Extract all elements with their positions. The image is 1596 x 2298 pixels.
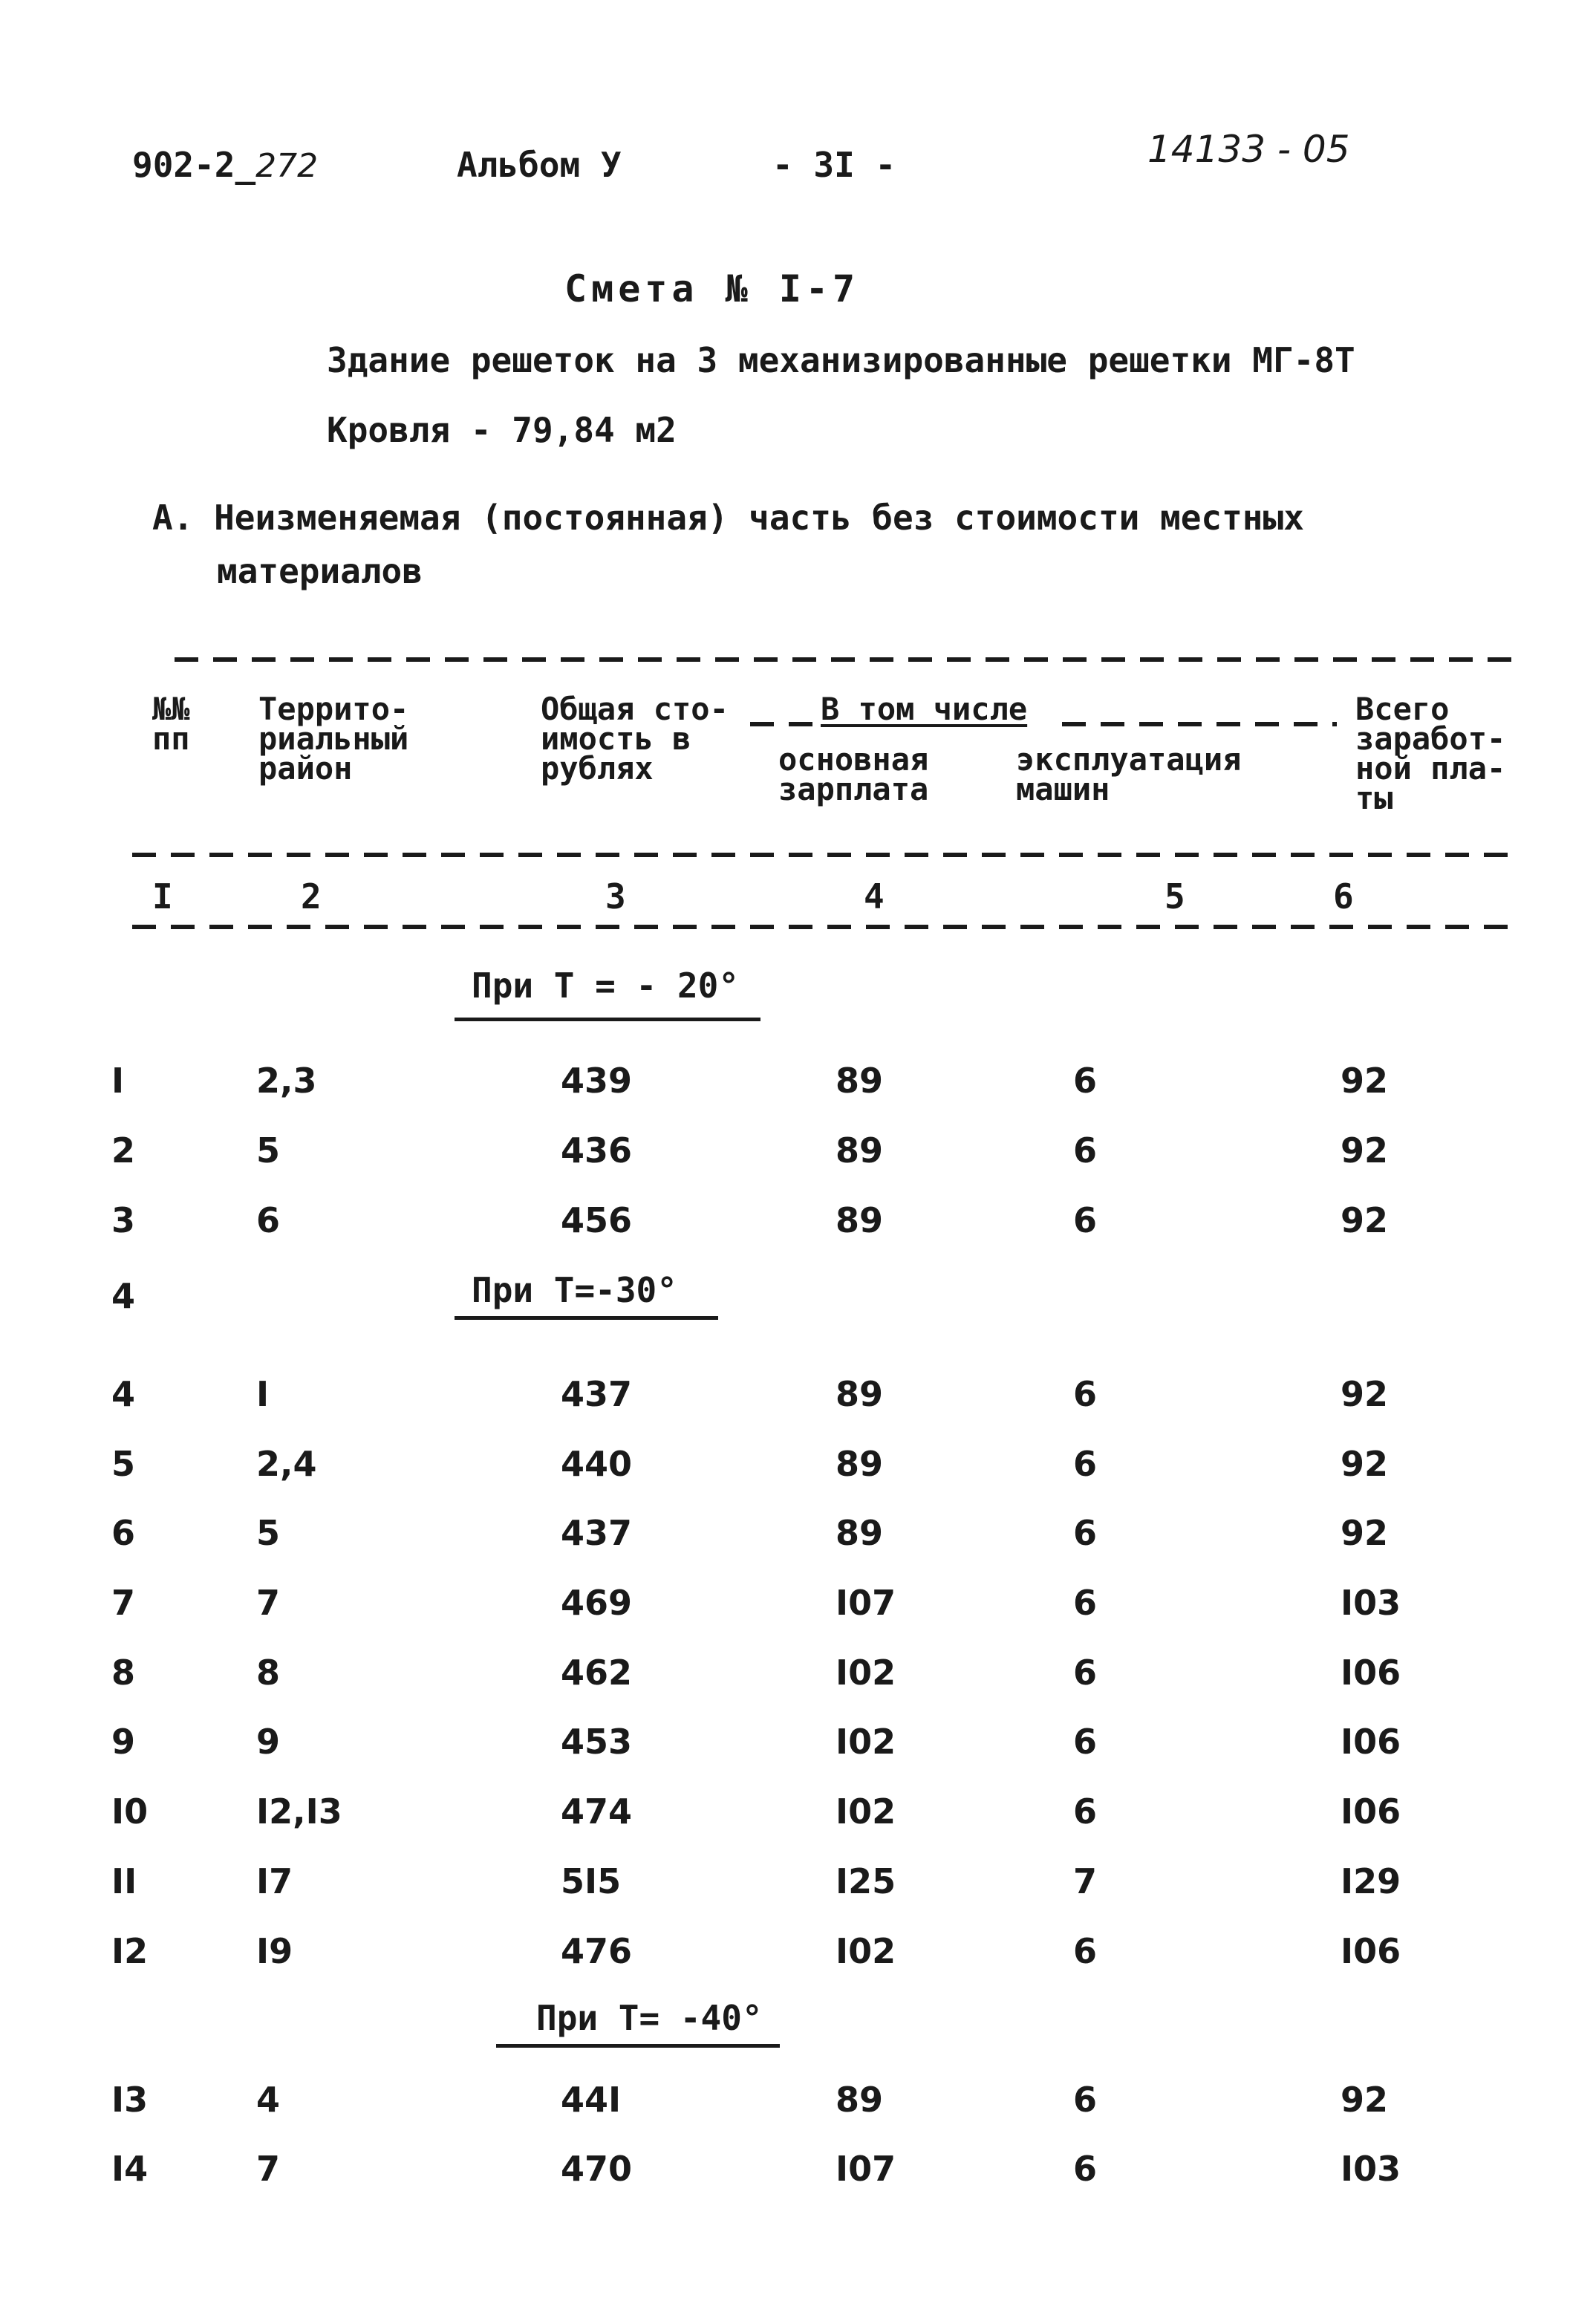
row-base-salary: I02	[836, 1931, 896, 1971]
row-region: 6	[256, 1200, 281, 1240]
row-region: 8	[256, 1653, 281, 1693]
group-prefix-number: 4	[111, 1276, 136, 1316]
row-base-salary: 89	[836, 1513, 884, 1553]
row-total-cost: 5I5	[561, 1861, 622, 1901]
row-number: 9	[111, 1722, 136, 1762]
header-col-total-wages: Всего заработ- ной пла- ты	[1355, 691, 1506, 816]
header-group-including: В том числе	[821, 691, 1028, 727]
col-numbers-rule	[132, 925, 1522, 929]
group-title-underline	[496, 2044, 780, 2048]
row-machinery: 6	[1073, 1444, 1098, 1484]
row-machinery: 6	[1073, 1791, 1098, 1832]
section-a-heading-cont: материалов	[217, 551, 423, 591]
header-col-base-salary: основная зарплата	[778, 741, 929, 807]
row-total-wages: I06	[1341, 1722, 1401, 1762]
row-base-salary: 89	[836, 1444, 884, 1484]
row-region: 4	[256, 2080, 281, 2120]
row-total-cost: 462	[561, 1653, 633, 1693]
row-base-salary: I02	[836, 1722, 896, 1762]
row-region: 2,4	[256, 1444, 317, 1484]
row-number: 8	[111, 1653, 136, 1693]
row-number: I4	[111, 2149, 149, 2189]
row-total-wages: I06	[1341, 1931, 1401, 1971]
row-number: I	[111, 1061, 125, 1101]
row-total-cost: 437	[561, 1374, 633, 1414]
group-title-minus30: При Т=-30°	[472, 1270, 677, 1310]
row-base-salary: I07	[836, 2149, 896, 2189]
row-total-cost: 476	[561, 1931, 633, 1971]
row-region: 7	[256, 1583, 281, 1623]
row-number: 7	[111, 1583, 136, 1623]
row-base-salary: 89	[836, 2080, 884, 2120]
row-base-salary: I07	[836, 1583, 896, 1623]
row-total-wages: I06	[1341, 1653, 1401, 1693]
row-total-wages: 92	[1341, 1444, 1389, 1484]
row-total-wages: I03	[1341, 1583, 1401, 1623]
row-total-cost: 453	[561, 1722, 633, 1762]
group-rule-right	[1062, 722, 1337, 726]
row-machinery: 6	[1073, 1374, 1098, 1414]
row-total-cost: 440	[561, 1444, 633, 1484]
row-base-salary: 89	[836, 1374, 884, 1414]
handwritten-number: 14133 - 05	[1147, 128, 1350, 171]
row-total-cost: 456	[561, 1200, 633, 1240]
row-number: II	[111, 1861, 137, 1901]
row-total-wages: 92	[1341, 1374, 1389, 1414]
row-region: I9	[256, 1931, 293, 1971]
table-top-rule	[175, 657, 1522, 662]
row-number: 6	[111, 1513, 136, 1553]
document-code: 902-2_272	[132, 145, 319, 185]
row-base-salary: I25	[836, 1861, 896, 1901]
row-region: 5	[256, 1130, 281, 1171]
row-total-wages: I29	[1341, 1861, 1401, 1901]
row-total-wages: 92	[1341, 1200, 1389, 1240]
row-machinery: 6	[1073, 1583, 1098, 1623]
col-number-4: 4	[864, 876, 885, 917]
row-total-wages: I06	[1341, 1791, 1401, 1832]
row-total-cost: 437	[561, 1513, 633, 1553]
group-title-underline	[455, 1018, 760, 1021]
group-title-underline	[455, 1316, 718, 1320]
row-number: 2	[111, 1130, 136, 1171]
group-title-minus20: При Т = - 20°	[472, 966, 740, 1006]
row-base-salary: 89	[836, 1130, 884, 1171]
row-number: 4	[111, 1374, 136, 1414]
section-a-heading: А. Неизменяемая (постоянная) часть без стоимости местных	[152, 498, 1304, 538]
row-number: I2	[111, 1931, 149, 1971]
header-col-region: Террито- риальный район	[258, 691, 409, 787]
group-title-minus40: При Т= -40°	[536, 1998, 763, 2038]
group-rule-left	[750, 722, 813, 726]
col-number-3: 3	[605, 876, 626, 917]
col-number-5: 5	[1165, 876, 1185, 917]
row-machinery: 6	[1073, 2080, 1098, 2120]
row-number: 5	[111, 1444, 136, 1484]
row-total-wages: 92	[1341, 1061, 1389, 1101]
row-total-wages: 92	[1341, 2080, 1389, 2120]
row-machinery: 6	[1073, 1130, 1098, 1171]
page-number: - 3I -	[772, 145, 896, 185]
row-region: I	[256, 1374, 270, 1414]
row-total-cost: 436	[561, 1130, 633, 1171]
estimate-subtitle: Здание решеток на 3 механизированные решетки МГ-8Т	[327, 340, 1355, 380]
row-region: 7	[256, 2149, 281, 2189]
row-total-wages: 92	[1341, 1130, 1389, 1171]
row-region: 5	[256, 1513, 281, 1553]
row-base-salary: 89	[836, 1061, 884, 1101]
row-machinery: 6	[1073, 1653, 1098, 1693]
col-number-6: 6	[1333, 876, 1354, 917]
row-total-wages: 92	[1341, 1513, 1389, 1553]
row-number: I0	[111, 1791, 149, 1832]
row-machinery: 6	[1073, 1200, 1098, 1240]
row-region: I2,I3	[256, 1791, 342, 1832]
row-total-wages: I03	[1341, 2149, 1401, 2189]
row-base-salary: I02	[836, 1791, 896, 1832]
row-machinery: 6	[1073, 1513, 1098, 1553]
row-region: 9	[256, 1722, 281, 1762]
row-base-salary: 89	[836, 1200, 884, 1240]
estimate-title: Смета № I-7	[564, 267, 860, 310]
row-total-cost: 470	[561, 2149, 633, 2189]
row-total-cost: 439	[561, 1061, 633, 1101]
row-region: 2,3	[256, 1061, 317, 1101]
col-number-1: I	[152, 876, 173, 917]
row-number: I3	[111, 2080, 149, 2120]
row-machinery: 6	[1073, 1931, 1098, 1971]
row-machinery: 7	[1073, 1861, 1098, 1901]
roof-area: Кровля - 79,84 м2	[327, 410, 677, 450]
col-number-2: 2	[301, 876, 322, 917]
row-region: I7	[256, 1861, 293, 1901]
album-label: Альбом У	[457, 145, 622, 185]
row-total-cost: 44I	[561, 2080, 622, 2120]
row-machinery: 6	[1073, 2149, 1098, 2189]
row-machinery: 6	[1073, 1722, 1098, 1762]
document-code-handwritten: 272	[255, 147, 319, 185]
table-header-rule	[132, 853, 1522, 857]
header-col-machinery: эксплуатация машин	[1016, 741, 1242, 807]
header-col-number: №№ пп	[152, 691, 190, 757]
row-total-cost: 469	[561, 1583, 633, 1623]
row-base-salary: I02	[836, 1653, 896, 1693]
header-col-total-cost: Общая сто- имость в рублях	[541, 691, 729, 787]
row-machinery: 6	[1073, 1061, 1098, 1101]
row-total-cost: 474	[561, 1791, 633, 1832]
row-number: 3	[111, 1200, 136, 1240]
